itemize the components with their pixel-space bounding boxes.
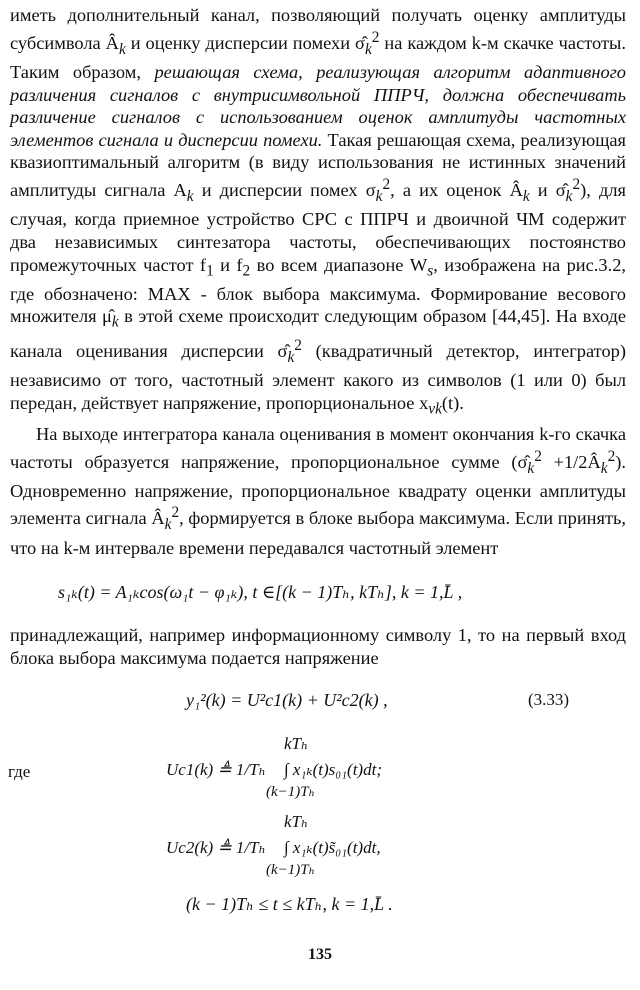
paragraph-3: принадлежащий, например информационному символу 1, то на первый вход блока выбора максимума подается напряжение bbox=[10, 625, 626, 668]
equation-3-33: y₁²(k) = U²c1(k) + U²c2(k) , bbox=[186, 690, 388, 710]
equation-time-interval: (k − 1)Tₕ ≤ t ≤ kTₕ, k = 1,L̄ . bbox=[186, 894, 393, 914]
equation-uc1-lhs: Uc1(k) ≜ 1/Tₕ bbox=[166, 760, 266, 779]
equation-uc2-integral: ∫ x₁ₖ(t)s̃₀₁(t)dt, bbox=[284, 838, 381, 857]
paragraph-2: На выходе интегратора канала оценивания в момент окончания k-го скачка частоты образуется напряжение, пропорциональное сумме ($\sigmâ_k^2$ $+1/2Â_k^2$). Одновременно напряжение, пропорциональное квадрату оценки амплитуды элемента сигнала $Â_k^2$, формируется в блоке выбора максимума. Если принять, что на k-м интервале времени передавался частотный элемент bbox=[10, 423, 627, 558]
paragraph-1: иметь дополнительный канал, позволяющий получать оценку амплитуды субсимвола $Â_k$ и оценку дисперсии помехи $\sigmâ_k^2$ на каждом k-м скачке частоты. Таким образом, решающая схема, реализующая алгоритм адаптивного различения сигналов с внутрисимвольной ППРЧ, должна обеспечивать различение сигналов с использованием оценок амплитуды частотных элементов сигнала и дисперсии помехи. Такая решающая схема, реализующая квазиоптимальный алгоритм (в виду использования не истинных значений амплитуды сигнала $A_k$ и дисперсии помех $\sigma_k^2$, а их оценок $Â_k$ и $\sigmâ_k^2$), для случая, когда приемное устройство СРС с ППРЧ и двоичной ЧМ содержит два независимых синтезатора частоты, обеспечивающих постоянство промежуточных частот $f_1$ и $f_2$ во всем диапазоне $W_s$, изображена на рис.3.2, где обозначено: MAX - блок выбора максимума. Формирование весового множителя $\mû_k$ в этой схеме происходит следующим образом [44,45]. На входе канала оценивания дисперсии $\sigmâ_k^2$ (квадратичный детектор, интегратор) независимо от того, частотный элемент какого из символов (1 или 0) был передан, действует напряжение, пропорциональное $x_{\nu k}(t)$. bbox=[10, 5, 627, 418]
page-number: 135 bbox=[308, 946, 332, 963]
equation-uc1-upper: kTₕ bbox=[284, 734, 309, 753]
equation-uc2 bbox=[166, 812, 466, 882]
where-label: где bbox=[8, 762, 31, 781]
equation-uc1 bbox=[166, 734, 466, 804]
equation-uc2-lower: (k−1)Tₕ bbox=[266, 862, 316, 878]
equation-signal-element: s₁ₖ(t) = A₁ₖcos(ω₁t − φ₁ₖ), t ∈[(k − 1)Tₕ, kTₕ], k = 1,L̄ , bbox=[58, 582, 463, 602]
equation-number: (3.33) bbox=[528, 690, 570, 709]
page-body bbox=[10, 4, 626, 559]
equation-uc2-upper: kTₕ bbox=[284, 812, 309, 831]
emphasized-text: решающая схема, реализующая алгоритм адаптивного различения сигналов с внутрисимвольной ППРЧ, должна обеспечивать различение сигналов с использованием оценок амплитуды частотных элементов сигнала и дисперсии помехи. bbox=[10, 61, 627, 150]
equation-uc2-lhs: Uc2(k) ≜ 1/Tₕ bbox=[166, 838, 266, 857]
equation-uc1-integral: ∫ x₁ₖ(t)s₀₁(t)dt; bbox=[284, 760, 382, 779]
equation-uc1-lower: (k−1)Tₕ bbox=[266, 784, 316, 800]
